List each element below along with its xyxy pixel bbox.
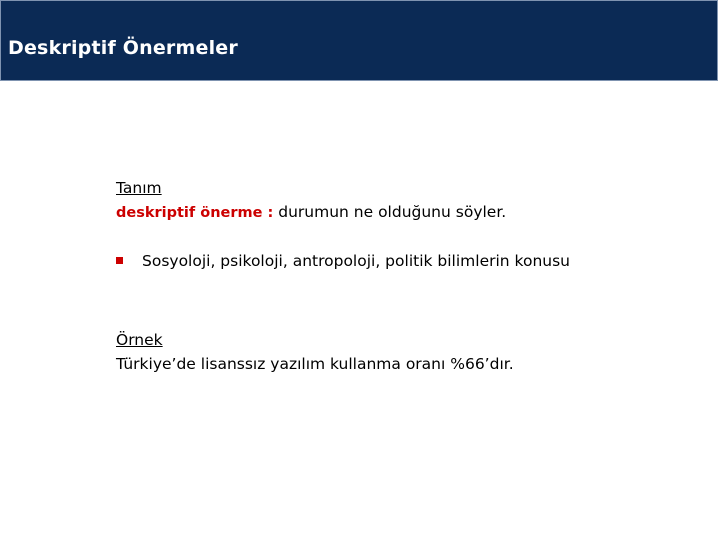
definition-block bbox=[116, 176, 696, 225]
definition-heading: Tanım bbox=[116, 179, 162, 197]
example-block bbox=[116, 328, 514, 376]
bullet-item bbox=[116, 249, 570, 273]
definition-text: durumun ne olduğunu söyler. bbox=[278, 203, 507, 221]
square-bullet-icon bbox=[116, 257, 123, 264]
bullet-text: Sosyoloji, psikoloji, antropoloji, politik bilimlerin konusu bbox=[142, 252, 570, 270]
definition-line bbox=[116, 200, 696, 225]
title-bar bbox=[0, 0, 718, 81]
example-text: Türkiye’de lisanssız yazılım kullanma oranı %66’dır. bbox=[116, 355, 514, 373]
example-heading: Örnek bbox=[116, 331, 163, 349]
definition-term: deskriptif önerme : bbox=[116, 205, 274, 221]
slide-title: Deskriptif Önermeler bbox=[8, 37, 238, 59]
